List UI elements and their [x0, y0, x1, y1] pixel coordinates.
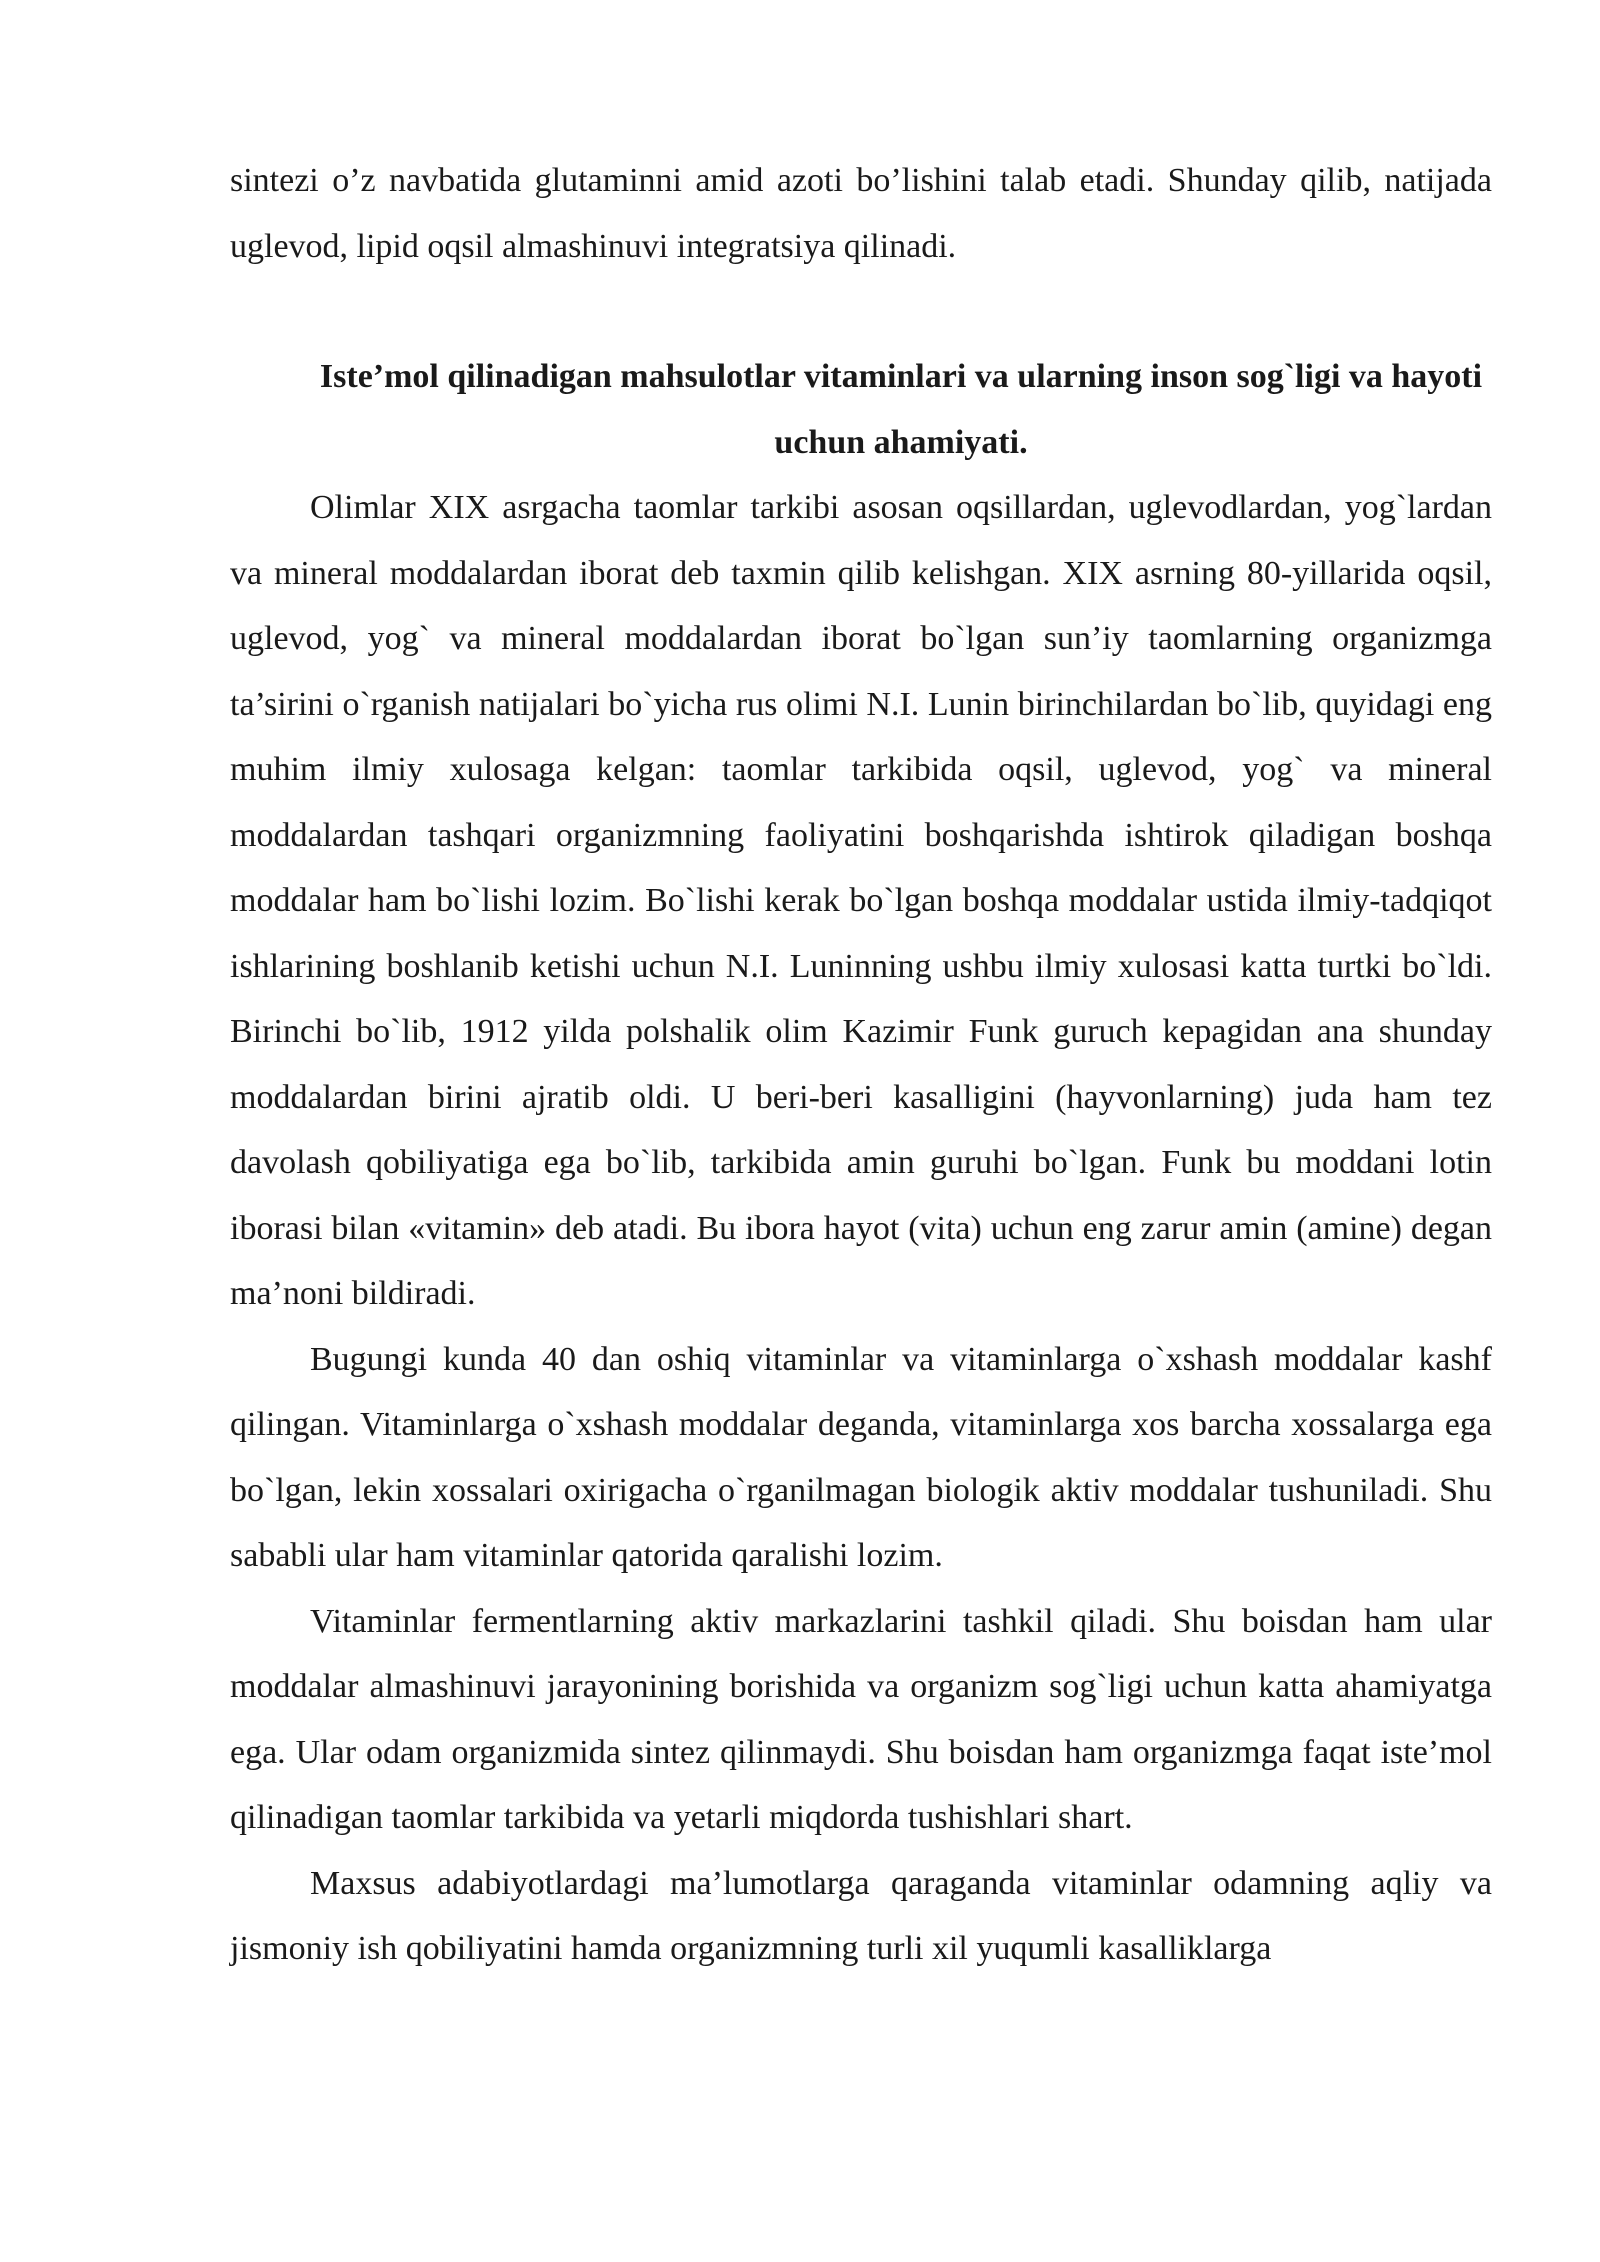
document-page [230, 148, 1492, 1982]
paragraph-vitamin-enzymes: Vitaminlar fermentlarning aktiv markazlarini tashkil qiladi. Shu boisdan ham ular moddalar almashinuvi jarayonining borishida va organizm sog`ligi uchun katta ahamiyatga ega. Ular odam organizmida sintez qilinmaydi. Shu boisdan ham organizmga faqat iste’mol qilinadigan taomlar tarkibida va yetarli miqdorda tushishlari shart. [230, 1602, 1492, 1836]
paragraph-vitamin-benefits: Maxsus adabiyotlardagi ma’lumotlarga qaraganda vitaminlar odamning aqliy va jismoniy ish qobiliyatini hamda organizmning turli xil yuqumli kasalliklarga [230, 1864, 1492, 1967]
paragraph-vitamin-like-substances: Bugungi kunda 40 dan oshiq vitaminlar va vitaminlarga o`xshash moddalar kashf qilingan. Vitaminlarga o`xshash moddalar deganda, vitaminlarga xos barcha xossalarga ega bo`lgan, lekin xossalari oxirigacha o`rganilmagan biologik aktiv moddalar tushuniladi. Shu sababli ular ham vitaminlar qatorida qaralishi lozim. [230, 1340, 1492, 1574]
paragraph-continuation: sintezi o’z navbatida glutaminni amid azoti bo’lishini talab etadi. Shunday qilib, natijada uglevod, lipid oqsil almashinuvi integratsiya qilinadi. [230, 162, 1492, 265]
paragraph-vitamin-history: Olimlar XIX asrgacha taomlar tarkibi asosan oqsillardan, uglevodlardan, yog`lardan va mineral moddalardan iborat deb taxmin qilib kelishgan. XIX asrning 80-yillarida oqsil, uglevod, yog` va mineral moddalardan iborat bo`lgan sun’iy taomlarning organizmga ta’sirini o`rganish natijalari bo`yicha rus olimi N.I. Lunin birinchilardan bo`lib, quyidagi eng muhim ilmiy xulosaga kelgan: taomlar tarkibida oqsil, uglevod, yog` va mineral moddalardan tashqari organizmning faoliyatini boshqarishda ishtirok qiladigan boshqa moddalar ham bo`lishi lozim. Bo`lishi kerak bo`lgan boshqa moddalar ustida ilmiy-tadqiqot ishlarining boshlanib ketishi uchun N.I. Luninning ushbu ilmiy xulosasi katta turtki bo`ldi. Birinchi bo`lib, 1912 yilda polshalik olim Kazimir Funk guruch kepagidan ana shunday moddalardan birini ajratib oldi. U beri-beri kasalligini (hayvonlarning) juda ham tez davolash qobiliyatiga ega bo`lib, tarkibida amin guruhi bo`lgan. Funk bu moddani lotin iborasi bilan «vitamin» deb atadi. Bu ibora hayot (vita) uchun eng zarur amin (amine) degan ma’noni bildiradi. [230, 489, 1492, 1312]
section-heading: Iste’mol qilinadigan mahsulotlar vitaminlari va ularning inson sog`ligi va hayoti uchun ahamiyati. [319, 358, 1483, 461]
